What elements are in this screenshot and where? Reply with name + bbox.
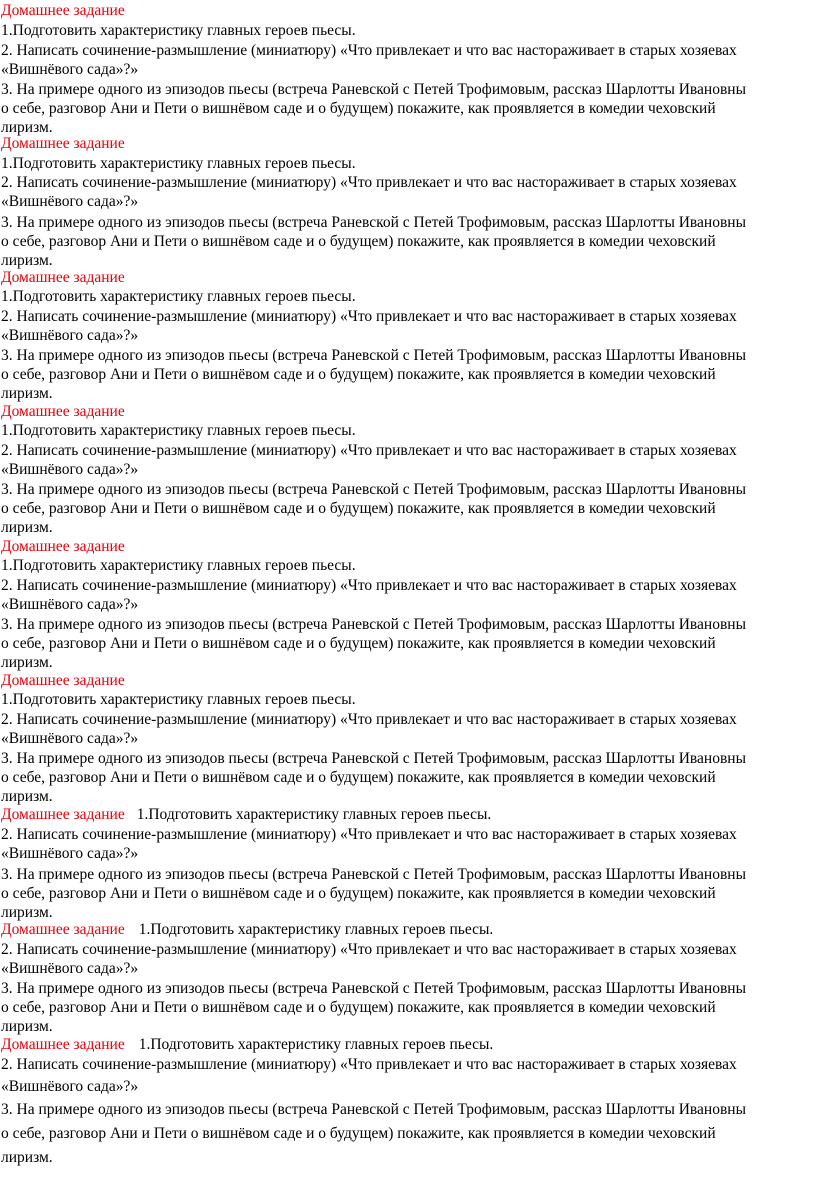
task-3-line-2: о себе, разговор Ани и Пети о вишнёвом саде и о будущем) покажите, как проявляется в комедии чеховский (1, 366, 716, 383)
task-1: 1.Подготовить характеристику главных героев пьесы. (1, 155, 356, 172)
task-1: 1.Подготовить характеристику главных героев пьесы. (1, 422, 356, 439)
homework-heading: Домашнее задание (1, 921, 125, 938)
homework-heading: Домашнее задание (1, 806, 125, 823)
task-1: 1.Подготовить характеристику главных героев пьесы. (1, 691, 356, 708)
task-2-line-2: «Вишнёвого сада»?» (1, 61, 139, 78)
task-3-line-3: лиризм. (1, 788, 53, 805)
task-3-line-3: лиризм. (1, 519, 53, 536)
task-2-line-2: «Вишнёвого сада»?» (1, 193, 139, 210)
task-3-line-1: 3. На примере одного из эпизодов пьесы (встреча Раневской с Петей Трофимовым, рассказ Шарлотты Ивановны (1, 214, 746, 231)
task-1: 1.Подготовить характеристику главных героев пьесы. (138, 1036, 494, 1053)
task-2-line-2: «Вишнёвого сада»?» (1, 845, 139, 862)
task-3-line-1: 3. На примере одного из эпизодов пьесы (встреча Раневской с Петей Трофимовым, рассказ Шарлотты Ивановны (1, 866, 746, 883)
task-2-line-1: 2. Написать сочинение-размышление (миниатюру) «Что привлекает и что вас настораживает в старых хозяевах (1, 42, 737, 59)
task-3-line-2: о себе, разговор Ани и Пети о вишнёвом саде и о будущем) покажите, как проявляется в комедии чеховский (1, 769, 716, 786)
task-3-line-1: 3. На примере одного из эпизодов пьесы (встреча Раневской с Петей Трофимовым, рассказ Шарлотты Ивановны (1, 481, 746, 498)
task-3-line-1: 3. На примере одного из эпизодов пьесы (встреча Раневской с Петей Трофимовым, рассказ Шарлотты Ивановны (1, 81, 746, 98)
task-3-line-2: о себе, разговор Ани и Пети о вишнёвом саде и о будущем) покажите, как проявляется в комедии чеховский (1, 100, 716, 117)
task-2-line-1: 2. Написать сочинение-размышление (миниатюру) «Что привлекает и что вас настораживает в старых хозяевах (1, 174, 737, 191)
homework-heading: Домашнее задание (1, 538, 125, 555)
task-2-line-1: 2. Написать сочинение-размышление (миниатюру) «Что привлекает и что вас настораживает в старых хозяевах (1, 308, 737, 325)
heading-row (1, 921, 493, 939)
task-3-line-3: лиризм. (1, 654, 53, 671)
homework-heading: Домашнее задание (1, 2, 125, 19)
task-2-line-2: «Вишнёвого сада»?» (1, 327, 139, 344)
task-3-line-3: лиризм. (1, 385, 53, 402)
task-1: 1.Подготовить характеристику главных героев пьесы. (136, 806, 492, 823)
task-3-line-3: лиризм. (1, 1018, 53, 1035)
task-3-line-1: 3. На примере одного из эпизодов пьесы (встреча Раневской с Петей Трофимовым, рассказ Шарлотты Ивановны (1, 1101, 746, 1118)
task-3-line-2: о себе, разговор Ани и Пети о вишнёвом саде и о будущем) покажите, как проявляется в комедии чеховский (1, 500, 716, 517)
task-2-line-2: «Вишнёвого сада»?» (1, 461, 139, 478)
task-1: 1.Подготовить характеристику главных героев пьесы. (1, 288, 356, 305)
task-1: 1.Подготовить характеристику главных героев пьесы. (1, 22, 356, 39)
task-3-line-3: лиризм. (1, 119, 53, 136)
homework-heading: Домашнее задание (1, 1036, 125, 1053)
task-2-line-1: 2. Написать сочинение-размышление (миниатюру) «Что привлекает и что вас настораживает в старых хозяевах (1, 442, 737, 459)
task-2-line-1: 2. Написать сочинение-размышление (миниатюру) «Что привлекает и что вас настораживает в старых хозяевах (1, 577, 737, 594)
task-2-line-2: «Вишнёвого сада»?» (1, 1078, 139, 1095)
heading-row (1, 806, 491, 824)
task-1: 1.Подготовить характеристику главных героев пьесы. (138, 921, 494, 938)
task-3-line-2: о себе, разговор Ани и Пети о вишнёвом саде и о будущем) покажите, как проявляется в комедии чеховский (1, 635, 716, 652)
task-3-line-1: 3. На примере одного из эпизодов пьесы (встреча Раневской с Петей Трофимовым, рассказ Шарлотты Ивановны (1, 347, 746, 364)
task-2-line-1: 2. Написать сочинение-размышление (миниатюру) «Что привлекает и что вас настораживает в старых хозяевах (1, 1056, 737, 1073)
task-3-line-1: 3. На примере одного из эпизодов пьесы (встреча Раневской с Петей Трофимовым, рассказ Шарлотты Ивановны (1, 980, 746, 997)
task-3-line-2: о себе, разговор Ани и Пети о вишнёвом саде и о будущем) покажите, как проявляется в комедии чеховский (1, 999, 716, 1016)
homework-heading: Домашнее задание (1, 672, 125, 689)
task-3-line-1: 3. На примере одного из эпизодов пьесы (встреча Раневской с Петей Трофимовым, рассказ Шарлотты Ивановны (1, 616, 746, 633)
task-3-line-3: лиризм. (1, 252, 53, 269)
task-2-line-1: 2. Написать сочинение-размышление (миниатюру) «Что привлекает и что вас настораживает в старых хозяевах (1, 711, 737, 728)
task-3-line-2: о себе, разговор Ани и Пети о вишнёвом саде и о будущем) покажите, как проявляется в комедии чеховский (1, 233, 716, 250)
task-3-line-3: лиризм. (1, 1149, 53, 1166)
task-3-line-3: лиризм. (1, 904, 53, 921)
task-1: 1.Подготовить характеристику главных героев пьесы. (1, 557, 356, 574)
task-2-line-1: 2. Написать сочинение-размышление (миниатюру) «Что привлекает и что вас настораживает в старых хозяевах (1, 826, 737, 843)
task-3-line-2: о себе, разговор Ани и Пети о вишнёвом саде и о будущем) покажите, как проявляется в комедии чеховский (1, 1125, 716, 1142)
task-2-line-1: 2. Написать сочинение-размышление (миниатюру) «Что привлекает и что вас настораживает в старых хозяевах (1, 941, 737, 958)
task-2-line-2: «Вишнёвого сада»?» (1, 960, 139, 977)
task-2-line-2: «Вишнёвого сада»?» (1, 730, 139, 747)
homework-heading: Домашнее задание (1, 269, 125, 286)
heading-row (1, 1036, 493, 1054)
homework-heading: Домашнее задание (1, 403, 125, 420)
task-3-line-2: о себе, разговор Ани и Пети о вишнёвом саде и о будущем) покажите, как проявляется в комедии чеховский (1, 885, 716, 902)
homework-heading: Домашнее задание (1, 135, 125, 152)
task-3-line-1: 3. На примере одного из эпизодов пьесы (встреча Раневской с Петей Трофимовым, рассказ Шарлотты Ивановны (1, 750, 746, 767)
task-2-line-2: «Вишнёвого сада»?» (1, 596, 139, 613)
